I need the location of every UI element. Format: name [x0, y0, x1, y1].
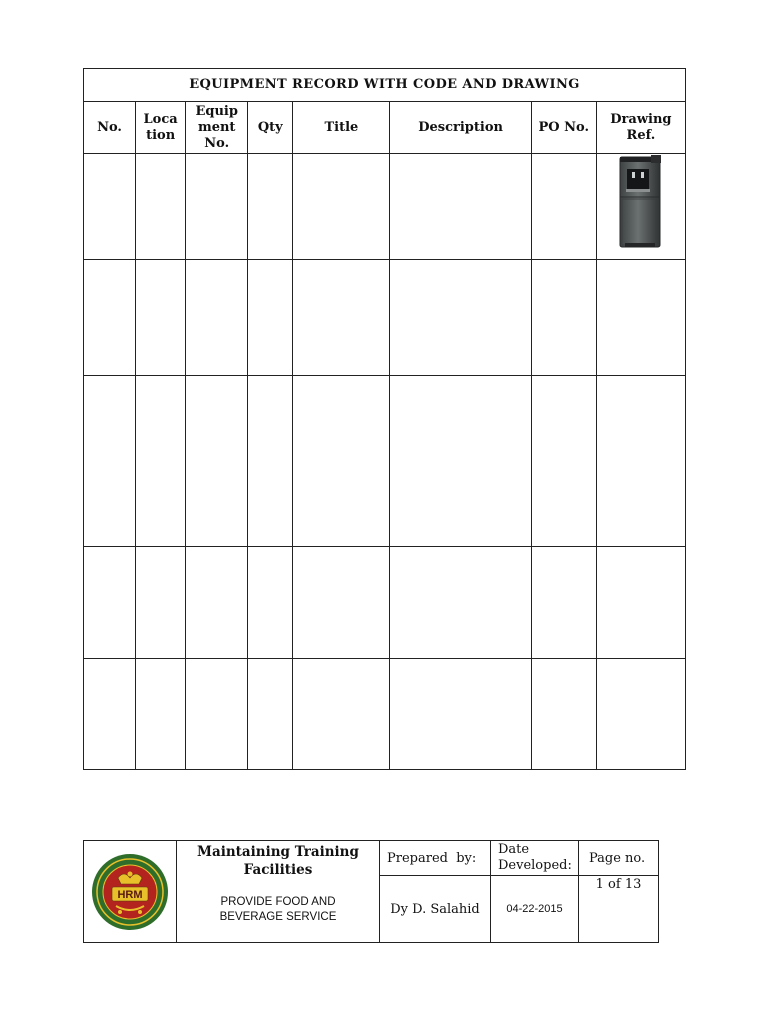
table-row	[84, 376, 686, 547]
qualification-title: PROVIDE FOOD AND BEVERAGE SERVICE	[219, 896, 337, 923]
cell-po-no[interactable]	[531, 376, 596, 547]
cell-no[interactable]	[84, 376, 136, 547]
date-developed-value: 04-22-2015	[491, 876, 579, 943]
cell-drawing-ref[interactable]	[596, 659, 685, 770]
cell-no[interactable]	[84, 154, 136, 260]
cell-equipment-no[interactable]	[186, 547, 248, 659]
cell-equipment-no[interactable]	[186, 154, 248, 260]
cell-po-no[interactable]	[531, 547, 596, 659]
cell-location[interactable]	[136, 659, 186, 770]
water-dispenser-icon	[617, 155, 665, 249]
logo-cell	[84, 841, 177, 943]
prepared-by-label: Prepared by:	[380, 841, 491, 876]
record-title: EQUIPMENT RECORD WITH CODE AND DRAWING	[84, 69, 686, 102]
cell-title[interactable]	[293, 260, 390, 376]
column-header-no: No.	[84, 102, 136, 154]
column-header-po-no: PO No.	[531, 102, 596, 154]
cell-po-no[interactable]	[531, 659, 596, 770]
column-header-location: Loca tion	[136, 102, 186, 154]
document-footer	[83, 840, 659, 943]
cell-drawing-ref[interactable]	[596, 260, 685, 376]
date-developed-label: Date Developed:	[491, 841, 579, 876]
cell-equipment-no[interactable]	[186, 376, 248, 547]
column-header-title: Title	[293, 102, 390, 154]
table-row	[84, 260, 686, 376]
cell-drawing-ref[interactable]	[596, 376, 685, 547]
cell-description[interactable]	[390, 260, 531, 376]
cell-description[interactable]	[390, 154, 531, 260]
cell-equipment-no[interactable]	[186, 260, 248, 376]
cell-qty[interactable]	[248, 260, 293, 376]
column-header-drawing-ref: Drawing Ref.	[596, 102, 685, 154]
equipment-record-table	[83, 68, 686, 770]
table-row	[84, 154, 686, 260]
cell-description[interactable]	[390, 376, 531, 547]
cell-qty[interactable]	[248, 547, 293, 659]
cell-qty[interactable]	[248, 154, 293, 260]
hrm-logo	[90, 852, 170, 932]
cell-title[interactable]	[293, 376, 390, 547]
table-row	[84, 659, 686, 770]
cell-drawing-ref[interactable]	[596, 154, 685, 260]
cell-drawing-ref[interactable]	[596, 547, 685, 659]
cell-title[interactable]	[293, 547, 390, 659]
cell-no[interactable]	[84, 547, 136, 659]
logo-text: HRM	[117, 888, 143, 901]
cell-location[interactable]	[136, 376, 186, 547]
cell-po-no[interactable]	[531, 154, 596, 260]
column-header-qty: Qty	[248, 102, 293, 154]
cell-location[interactable]	[136, 154, 186, 260]
table-row	[84, 547, 686, 659]
module-title: Maintaining Training Facilities	[197, 844, 359, 878]
column-header-equipment-no: Equip ment No.	[186, 102, 248, 154]
column-header-description: Description	[390, 102, 531, 154]
page-no-value: 1 of 13	[579, 876, 659, 943]
prepared-by-value: Dy D. Salahid	[380, 876, 491, 943]
cell-location[interactable]	[136, 260, 186, 376]
cell-description[interactable]	[390, 659, 531, 770]
cell-qty[interactable]	[248, 376, 293, 547]
title-cell	[177, 841, 380, 943]
cell-po-no[interactable]	[531, 260, 596, 376]
cell-qty[interactable]	[248, 659, 293, 770]
page-no-label: Page no.	[579, 841, 659, 876]
cell-description[interactable]	[390, 547, 531, 659]
cell-equipment-no[interactable]	[186, 659, 248, 770]
cell-title[interactable]	[293, 659, 390, 770]
cell-title[interactable]	[293, 154, 390, 260]
cell-location[interactable]	[136, 547, 186, 659]
cell-no[interactable]	[84, 659, 136, 770]
cell-no[interactable]	[84, 260, 136, 376]
